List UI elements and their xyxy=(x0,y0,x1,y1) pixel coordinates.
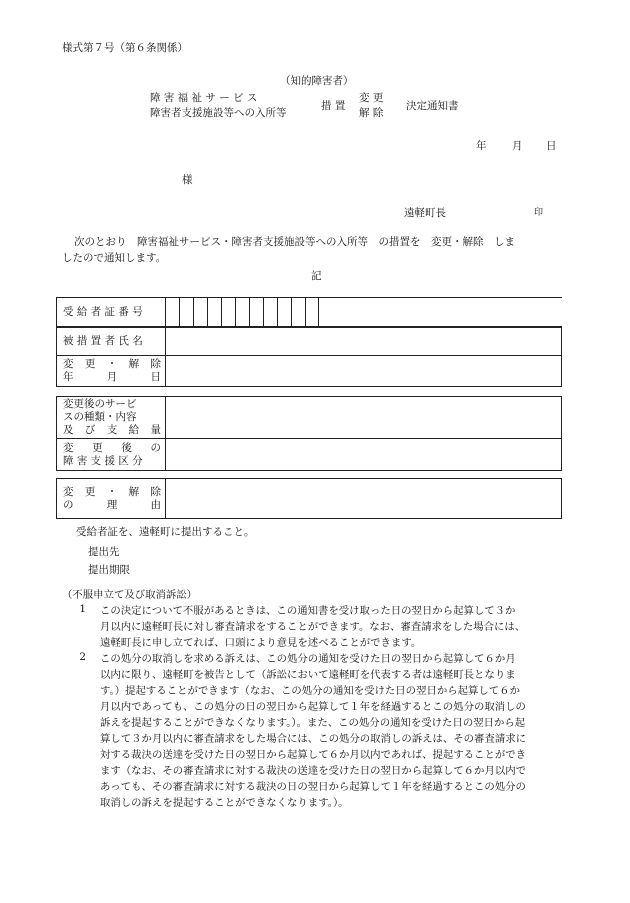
ki-mark: 記 xyxy=(311,270,322,282)
service-type-label: 変更後のサービ スの種類・内容 及 び 支 給 量 xyxy=(57,397,166,439)
service-type-value[interactable] xyxy=(166,397,562,439)
digit-cell[interactable] xyxy=(250,298,264,326)
title-facility: 障害者支援施設等への入所等 xyxy=(150,107,287,119)
reason-table xyxy=(56,478,562,519)
title-measure: 措 置 xyxy=(321,100,346,112)
date-month: 月 xyxy=(512,140,523,152)
title-service: 障 害 福 祉 サ ー ビ ス xyxy=(150,92,258,104)
reason-value[interactable] xyxy=(166,479,562,519)
appeal-item-1: 1 この決定について不服があるときは、この通知書を受け取った日の翌日から起算して３か 月以内に遠軽町長に対し審査請求をすることができます。なお、審査請求をした場合には、 遠軽町長に申し立てれば、口頭により意見を述べることができます。 xyxy=(79,603,526,649)
title-suffix: 決定通知書 xyxy=(406,100,459,112)
issuer-seal: 印 xyxy=(534,208,544,218)
body-line-2: したので通知します。 xyxy=(62,252,167,264)
addressee-honorific: 様 xyxy=(182,174,193,186)
change-date-value[interactable] xyxy=(166,356,562,387)
digit-cell[interactable] xyxy=(236,298,250,326)
digit-cell[interactable] xyxy=(278,298,292,326)
digit-cell[interactable] xyxy=(194,298,208,326)
support-category-label: 変 更 後 の 障 害 支 援 区 分 xyxy=(57,439,166,471)
recipient-id-cells[interactable] xyxy=(166,298,563,327)
appeal-item-2: 2 この処分の取消しを求める訴えは、この処分の通知を受けた日の翌日から起算して６か月 以内に限り、遠軽町を被告として（訴訟において遠軽町を代表する者は遠軽町長となりま す。）提起することができます（なお、この処分の通知を受けた日の翌日から起算して６か 月以内であっても、この処分の日の翌日から起算して１年を経過するとこの処分の取消しの 訴えを提起することができなくなります。）。また、この処分の通知を受けた日の翌日から起 算して３か月以内に審査請求をした場合には、この処分の取消しの訴えは、その審査請求に 対する裁決の送達を受けた日の翌日から起算して６か月以内であれば、提起することができ ます（なお、その審査請求に対する裁決の送達を受けた日の翌日から起算して６か月以内で あっても、その審査請求に対する裁決の日の翌日から起算して１年を経過するとこの処分の 取消しの訴えを提起することができなくなります。）。 xyxy=(79,651,527,809)
title-cancel: 解 除 xyxy=(359,107,384,119)
digit-cell[interactable] xyxy=(306,298,319,326)
person-name-label: 被 措 置 者 氏 名 xyxy=(57,328,166,356)
digit-cell[interactable] xyxy=(264,298,278,326)
submission-line: 受給者証を、遠軽町に提出すること。 xyxy=(76,526,255,538)
support-category-value[interactable] xyxy=(166,439,562,471)
digit-cell[interactable] xyxy=(180,298,194,326)
date-year: 年 xyxy=(476,140,487,152)
submission-deadline: 提出期限 xyxy=(88,564,130,576)
appeal-heading: （不服申立て及び取消訴訟） xyxy=(62,589,198,601)
person-name-value[interactable] xyxy=(166,328,562,356)
title-change: 変 更 xyxy=(359,92,384,104)
digit-cell[interactable] xyxy=(292,298,306,326)
form-number: 様式第７号（第６条関係） xyxy=(62,42,188,54)
digit-cell[interactable] xyxy=(208,298,222,326)
issuer-name: 遠軽町長 xyxy=(404,207,446,219)
reason-label: 変 更 ・ 解 除 の 理 由 xyxy=(57,479,166,519)
recipient-id-label: 受 給 者 証 番 号 xyxy=(57,298,166,327)
body-line-1: 次のとおり 障害福祉サービス・障害者支援施設等への入所等 の措置を 変更・解除 しま xyxy=(74,236,515,248)
person-table xyxy=(56,327,562,387)
digit-cell[interactable] xyxy=(222,298,236,326)
document-title xyxy=(150,91,510,121)
intellectual-note: （知的障害者） xyxy=(280,75,354,87)
appeal-section xyxy=(62,587,582,811)
date-day: 日 xyxy=(546,140,557,152)
digit-cell[interactable] xyxy=(166,298,180,326)
submission-destination: 提出先 xyxy=(88,546,120,558)
change-date-label: 変 更 ・ 解 除 年 月 日 xyxy=(57,356,166,387)
service-table xyxy=(56,396,562,471)
recipient-table xyxy=(56,297,562,327)
